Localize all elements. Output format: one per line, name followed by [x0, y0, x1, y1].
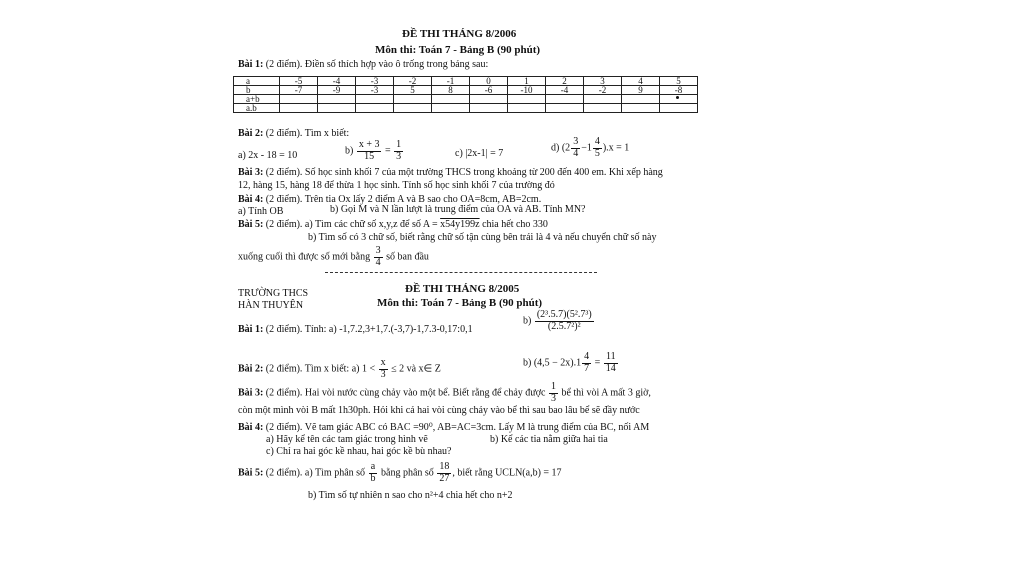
exam1-value-table	[233, 76, 698, 113]
school-name-line2: HÀN THUYÊN	[238, 300, 304, 311]
exam1-bai5-b-line1: b) Tìm số có 3 chữ số, biết rằng chữ số tận cùng bên trái là 4 và nếu chuyển chữ số này	[308, 232, 657, 243]
frac-den: 3	[550, 392, 556, 404]
table-cell: -8	[660, 86, 698, 95]
frac-den: 4	[375, 256, 381, 268]
exam2-bai5	[238, 462, 562, 484]
table-row-label: a+b	[234, 95, 280, 104]
exam1-bai4-text: (2 điểm). Trên tia Ox lấy 2 điểm A và B sao cho OA=8cm, AB=2cm.	[263, 194, 542, 205]
exam1-bai3	[238, 167, 663, 178]
equals-sign: =	[594, 357, 601, 369]
paren-close: ).x = 1	[602, 142, 630, 154]
table-cell	[660, 104, 698, 113]
frac-num: 4	[584, 351, 590, 362]
frac-num: 4	[594, 136, 600, 147]
exam1-bai5-a-post: chia hết cho 330	[479, 219, 548, 230]
table-cell	[546, 95, 584, 104]
exam1-bai5-number: x54y199z	[440, 219, 480, 230]
frac-num: 18	[439, 461, 450, 472]
mixed-frac-1	[571, 137, 580, 159]
table-row-label: b	[234, 86, 280, 95]
table-cell	[432, 104, 470, 113]
table-cell: -9	[318, 86, 356, 95]
exam2-bai3-line2: còn một mình vòi B mất 1h30ph. Hỏi khi cả hai vòi cùng chảy vào bể thì sau bao lâu bể sẽ đầy nước	[238, 405, 640, 416]
exam2-bai4-text: (2 điểm). Vẽ tam giác ABC có BAC =90⁰, AB=AC=3cm. Lấy M là trung điểm của BC, nối AM	[263, 422, 650, 433]
exam2-bai5-pre: (2 điểm). a) Tìm phân số	[263, 467, 366, 479]
exam2-bai4-label: Bài 4:	[238, 422, 264, 433]
table-cell: -7	[280, 86, 318, 95]
table-cell: 0	[470, 77, 508, 86]
frac-num: 3	[573, 136, 579, 147]
table-cell: -3	[356, 86, 394, 95]
exam2-subject: Môn thi: Toán 7 - Bảng B (90 phút)	[377, 297, 543, 309]
table-cell	[318, 104, 356, 113]
exam1-bai2-b-prefix: b)	[345, 145, 354, 157]
table-cell	[318, 95, 356, 104]
exam1-bai5	[238, 219, 548, 230]
table-cell	[470, 104, 508, 113]
exam1-bai5-b-line2	[238, 246, 429, 268]
exam1-bai4-a: a) Tính OB	[238, 206, 284, 217]
paren-open: (2	[561, 142, 571, 154]
table-cell: -4	[318, 77, 356, 86]
exam2-bai5-mid: bằng phân số	[381, 467, 434, 479]
equals-sign: =	[384, 145, 391, 157]
exam1-bai4-b: b) Gọi M và N lần lượt là trung điểm của OA và AB. Tính MN?	[330, 204, 586, 215]
exam1-bai4-label: Bài 4:	[238, 194, 264, 205]
exam2-bai4-a: a) Hãy kể tên các tam giác trong hình vẽ	[266, 434, 428, 445]
exam2-title: ĐỀ THI THÁNG 8/2005	[405, 283, 520, 295]
table-row	[234, 104, 698, 113]
table-cell: -2	[584, 86, 622, 95]
frac-den: b	[370, 472, 376, 484]
exam2-bai1-label: Bài 1:	[238, 324, 264, 335]
frac-den: 27	[439, 472, 450, 484]
exam2-bai5-b: b) Tìm số tự nhiên n sao cho n²+4 chia hết cho n+2	[308, 490, 513, 501]
table-cell: -5	[280, 77, 318, 86]
exam1-bai2-d	[551, 137, 629, 159]
table-cell	[508, 95, 546, 104]
exam1-bai2-a: a) 2x - 18 = 10	[238, 150, 298, 161]
frac-num: (2³.5.7)(5².7³)	[536, 309, 592, 320]
school-name-line1: TRƯỜNG THCS	[238, 288, 309, 299]
exam1-title: ĐỀ THI THÁNG 8/2006	[402, 28, 517, 40]
table-cell: 5	[394, 86, 432, 95]
exam2-bai5-frac-18-27	[437, 462, 451, 484]
frac-den: 3	[380, 368, 386, 380]
table-cell	[280, 95, 318, 104]
table-row	[234, 95, 698, 104]
table-cell: 8	[432, 86, 470, 95]
minus-one: −1	[581, 142, 592, 154]
exam2-bai1-b	[523, 310, 595, 332]
exam1-bai2-b	[345, 140, 404, 162]
table-row-label: a	[234, 77, 280, 86]
table-cell: 2	[546, 77, 584, 86]
frac-den: 7	[584, 362, 590, 374]
exam2-bai1-text: (2 điểm). Tính: a) -1,7.2,3+1,7.(-3,7)-1,7.3-0,17:0,1	[263, 324, 473, 335]
frac-num: x	[380, 357, 386, 368]
exam1-bai2-d-prefix: d)	[551, 142, 560, 154]
table-cell	[280, 104, 318, 113]
table-row	[234, 86, 698, 95]
table-row-label: a.b	[234, 104, 280, 113]
table-cell	[584, 104, 622, 113]
exam2-bai3	[238, 382, 651, 404]
table-cell	[394, 104, 432, 113]
exam2-bai3-post: bể thì vòi A mất 3 giờ,	[561, 387, 651, 399]
exam2-bai2-b	[523, 352, 619, 374]
exam1-bai5-b-post: số ban đầu	[386, 251, 429, 263]
exam1-bai5-label: Bài 5:	[238, 219, 264, 230]
table-cell: -1	[432, 77, 470, 86]
exam1-bai2	[238, 128, 349, 139]
table-cell	[470, 95, 508, 104]
frac-num: 1	[550, 381, 556, 392]
exam2-bai5-frac-ab	[369, 462, 378, 484]
exam1-bai3-label: Bài 3:	[238, 167, 264, 178]
exam2-bai5-label: Bài 5:	[238, 467, 264, 479]
frac-den: 14	[605, 362, 616, 374]
exam1-bai5-a-pre: (2 điểm). a) Tìm các chữ số x,y,z để số A =	[263, 219, 441, 230]
table-cell	[432, 95, 470, 104]
mixed-frac	[582, 352, 591, 374]
exam2-bai2-label: Bài 2:	[238, 363, 264, 375]
exam2-bai4-b: b) Kể các tia nằm giữa hai tia	[490, 434, 608, 445]
section-divider	[325, 272, 597, 273]
exam2-bai1	[238, 324, 473, 335]
table-cell	[508, 104, 546, 113]
exam1-bai2-c: c) |2x-1| = 7	[455, 148, 504, 159]
exam1-bai5-b-frac	[374, 246, 383, 268]
table-cell	[622, 104, 660, 113]
exam2-bai4-c: c) Chỉ ra hai góc kề nhau, hai góc kề bù nhau?	[266, 446, 452, 457]
exam2-bai3-label: Bài 3:	[238, 387, 264, 399]
table-cell: 9	[622, 86, 660, 95]
table-cell: 4	[622, 77, 660, 86]
exam1-bai2-b-frac	[357, 140, 382, 162]
exam2-bai1-b-prefix: b)	[523, 315, 532, 327]
table-cell	[356, 104, 394, 113]
exam2-bai2-text: (2 điểm). Tìm x biết: a) 1 <	[263, 363, 376, 375]
table-cell	[394, 95, 432, 104]
frac-num: a	[370, 461, 376, 472]
table-cell	[546, 104, 584, 113]
result-frac	[604, 352, 618, 374]
exam1-bai2-b-rfrac	[394, 140, 403, 162]
frac-den: 15	[364, 150, 375, 162]
exam2-bai3-frac	[549, 382, 558, 404]
mixed-frac-2	[593, 137, 602, 159]
frac-den: 3	[396, 150, 402, 162]
table-cell	[584, 95, 622, 104]
exam1-bai1-text: (2 điểm). Điền số thích hợp vào ô trống trong bảng sau:	[263, 59, 489, 70]
table-cell: -6	[470, 86, 508, 95]
exam1-bai1	[238, 59, 488, 70]
exam2-bai2-a-frac	[379, 358, 388, 380]
stray-dot	[676, 96, 679, 99]
frac-num: 1	[396, 139, 402, 150]
table-cell: -10	[508, 86, 546, 95]
exam2-bai2	[238, 358, 441, 380]
frac-num: x + 3	[358, 139, 380, 150]
frac-den: (2.5.7²)²	[547, 320, 581, 332]
exam2-bai2-b-pre: b) (4,5 − 2x).1	[523, 357, 582, 369]
exam1-subject: Môn thi: Toán 7 - Bảng B (90 phút)	[375, 44, 541, 56]
exam2-bai2-a-post: ≤ 2 và x∈ Z	[391, 363, 441, 375]
exam2-bai3-pre: (2 điểm). Hai vòi nước cùng chảy vào một bể. Biết rằng để chảy được	[263, 387, 546, 399]
table-cell: -3	[356, 77, 394, 86]
exam1-bai2-text: (2 điểm). Tìm x biết:	[263, 128, 350, 139]
exam2-bai1-b-frac	[535, 310, 594, 332]
table-cell: -2	[394, 77, 432, 86]
exam1-bai1-label: Bài 1:	[238, 59, 264, 70]
frac-den: 4	[573, 147, 579, 159]
exam2-bai4	[238, 422, 649, 433]
exam1-bai3-line2: 12, hàng 15, hàng 18 để thừa 1 học sinh. Tính số học sinh khối 7 của trường đó	[238, 180, 555, 191]
table-cell: 3	[584, 77, 622, 86]
frac-num: 3	[375, 245, 381, 256]
exam1-bai3-line1: (2 điểm). Số học sinh khối 7 của một trường THCS trong khoảng từ 200 đến 400 em. Khi xếp hàng	[263, 167, 663, 178]
table-cell	[356, 95, 394, 104]
exam1-bai5-b-pre: xuống cuối thì được số mới bằng	[238, 251, 371, 263]
table-cell: 1	[508, 77, 546, 86]
table-row	[234, 77, 698, 86]
exam1-bai2-label: Bài 2:	[238, 128, 264, 139]
frac-num: 11	[605, 351, 616, 362]
frac-den: 5	[594, 147, 600, 159]
table-cell: -4	[546, 86, 584, 95]
table-cell	[622, 95, 660, 104]
exam2-bai5-post: , biết rằng UCLN(a,b) = 17	[452, 467, 562, 479]
table-cell: 5	[660, 77, 698, 86]
